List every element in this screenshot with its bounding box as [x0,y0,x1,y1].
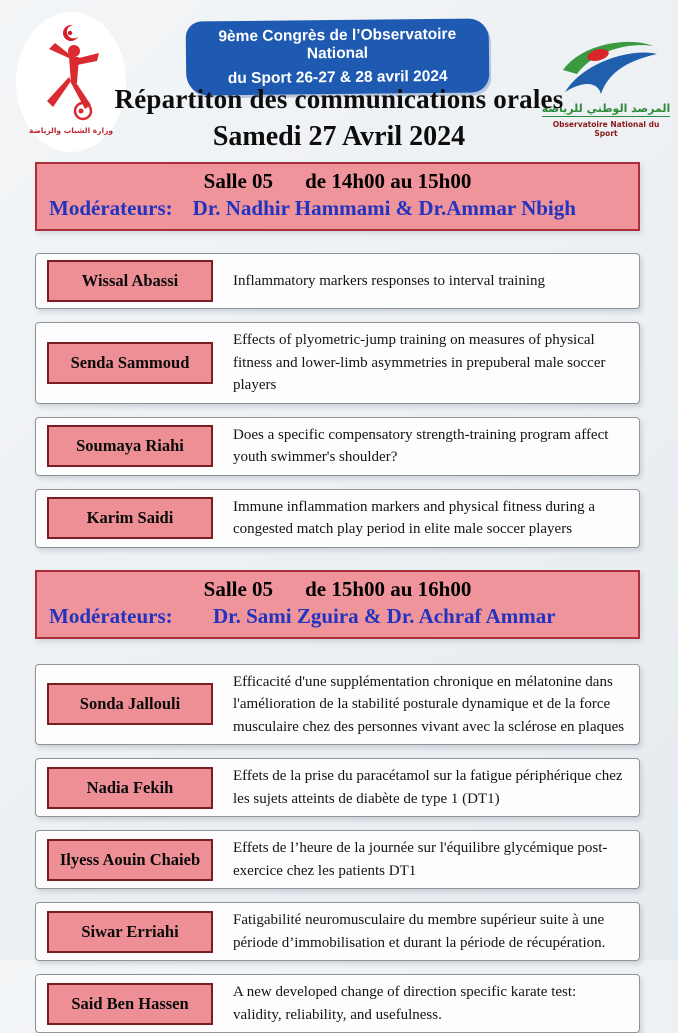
talk-row [35,830,640,889]
session-room: Salle 05 [204,577,273,601]
talk-title: Immune inflammation markers and physical fitness during a congested match play period in elite male soccer players [233,496,627,541]
talk-title: Does a specific compensatory strength-training program affect youth swimmer's shoulder? [233,424,627,469]
talk-title: Efficacité d'une supplémentation chronique en mélatonine dans l'amélioration de la stabilité posturale dynamique et de la force musculaire chez des personnes vivant avec la sclérose en plaques [233,671,627,739]
page-date: Samedi 27 Avril 2024 [0,121,678,153]
sessions-container [0,162,678,1033]
moderators-names: Dr. Sami Zguira & Dr. Achraf Ammar [173,604,626,629]
talk-row [35,417,640,476]
banner-line2: du Sport 26-27 & 28 avril 2024 [186,68,489,89]
speaker-name-box: Soumaya Riahi [47,425,213,467]
talk-title: Effects of plyometric-jump training on measures of physical fitness and lower-limb asymmetries in prepuberal male soccer players [233,329,627,397]
session-room-time [49,577,626,602]
speaker-name-box: Siwar Erriahi [47,911,213,953]
speaker-name-box: Sonda Jallouli [47,683,213,725]
observatory-logo-latin: Observatoire National du Sport [540,120,672,138]
talk-title: Inflammatory markers responses to interval training [233,270,627,293]
session-moderators-line [49,604,626,629]
session [35,162,640,548]
session-moderators-line [49,196,626,221]
talk-row [35,322,640,404]
moderators-names: Dr. Nadhir Hammami & Dr.Ammar Nbigh [173,196,626,221]
session-time: de 14h00 au 15h00 [305,169,471,193]
speaker-name-box: Senda Sammoud [47,342,213,384]
talk-title: Fatigabilité neuromusculaire du membre supérieur suite à une période d’immobilisation et durant la période de récupération. [233,909,627,954]
talk-row [35,253,640,309]
page-title: Répartiton des communications orales [0,84,678,115]
talk-row [35,902,640,961]
speaker-name-box: Karim Saidi [47,497,213,539]
moderators-label: Modérateurs: [49,196,173,221]
speaker-name-box: Said Ben Hassen [47,983,213,1025]
talk-row [35,974,640,1033]
ministry-logo-arabic: وزارة الشباب والرياضة [29,126,113,135]
poster-header [0,0,678,162]
observatory-logo-arabic: المرصد الوطني للرياضة [542,102,671,117]
session-room-time [49,169,626,194]
talks-list [35,253,640,548]
session-time: de 15h00 au 16h00 [305,577,471,601]
session-room: Salle 05 [204,169,273,193]
talk-title: Effets de l’heure de la journée sur l'équilibre glycémique post-exercice chez les patients DT1 [233,837,627,882]
banner-line1: 9ème Congrès de l’Observatoire National [186,25,489,64]
talk-title: Effets de la prise du paracétamol sur la fatigue périphérique chez les sujets atteints de diabète de type 1 (DT1) [233,765,627,810]
speaker-name-box: Wissal Abassi [47,260,213,302]
moderators-label: Modérateurs: [49,604,173,629]
session-header [35,162,640,231]
talk-title: A new developed change of direction specific karate test: validity, reliability, and usefulness. [233,981,627,1026]
talks-list [35,664,640,1033]
talk-row [35,758,640,817]
speaker-name-box: Nadia Fekih [47,767,213,809]
talk-row [35,664,640,746]
session [35,570,640,1033]
talk-row [35,489,640,548]
session-header [35,570,640,639]
speaker-name-box: Ilyess Aouin Chaieb [47,839,213,881]
